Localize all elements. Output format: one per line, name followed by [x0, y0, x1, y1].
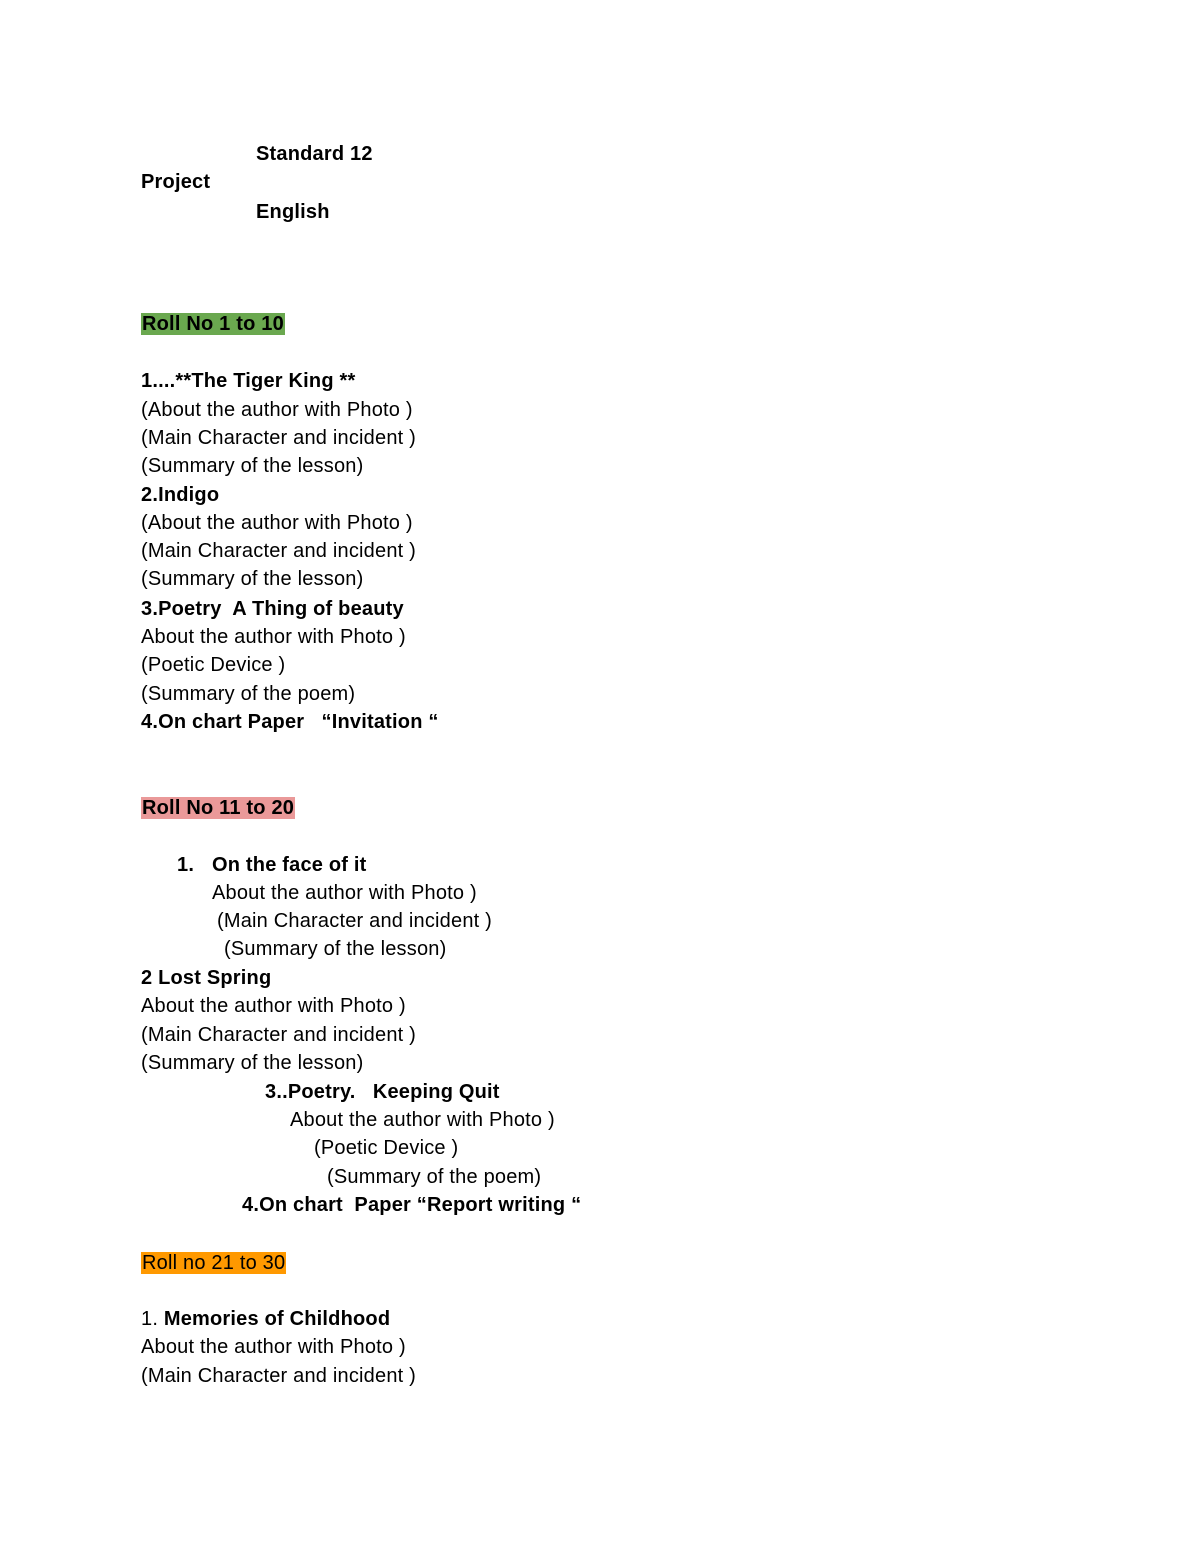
lesson-title: Memories of Childhood: [163, 1308, 391, 1330]
standard-heading: Standard 12: [256, 143, 373, 165]
lesson-task: (Main Character and incident ): [141, 427, 417, 449]
lesson-task: (Poetic Device ): [314, 1137, 459, 1159]
roll-label-text: Roll No 1 to 10: [142, 313, 284, 335]
lesson-task: (Summary of the poem): [141, 683, 356, 705]
lesson-task: About the author with Photo ): [141, 995, 406, 1017]
roll-label-11-20: [141, 795, 295, 821]
lesson-task: (Summary of the lesson): [224, 938, 447, 960]
lesson-task: (Summary of the lesson): [141, 455, 364, 477]
chart-paper-task: 4.On chart Paper “Invitation “: [141, 711, 439, 733]
roll-label-21-30: [141, 1250, 286, 1276]
lesson-number: 1.: [177, 854, 195, 876]
lesson-task: (Poetic Device ): [141, 654, 286, 676]
lesson-task: About the author with Photo ): [141, 626, 406, 648]
lesson-heading-line: [141, 1306, 390, 1332]
lesson-task: About the author with Photo ): [141, 1336, 406, 1358]
lesson-title: 1....**The Tiger King **: [141, 370, 356, 392]
lesson-title: 2 Lost Spring: [141, 967, 272, 989]
roll-label-text: Roll no 21 to 30: [142, 1252, 286, 1274]
chart-paper-task: 4.On chart Paper “Report writing “: [242, 1194, 582, 1216]
roll-label-text: Roll No 11 to 20: [142, 797, 295, 819]
lesson-title: On the face of it: [212, 854, 367, 876]
lesson-title: 2.Indigo: [141, 484, 220, 506]
lesson-task: (About the author with Photo ): [141, 512, 413, 534]
lesson-task: (Main Character and incident ): [141, 1365, 417, 1387]
lesson-task: About the author with Photo ): [290, 1109, 555, 1131]
project-heading: Project: [141, 171, 211, 193]
lesson-task: (Summary of the lesson): [141, 568, 364, 590]
lesson-task: (Summary of the lesson): [141, 1052, 364, 1074]
lesson-task: (Summary of the poem): [327, 1166, 542, 1188]
lesson-task: About the author with Photo ): [212, 882, 477, 904]
roll-label-1-10: [141, 311, 285, 337]
lesson-task: (About the author with Photo ): [141, 399, 413, 421]
poem-title: 3..Poetry. Keeping Quit: [265, 1081, 500, 1103]
lesson-number: 1.: [141, 1308, 164, 1330]
lesson-task: (Main Character and incident ): [141, 540, 417, 562]
lesson-task: (Main Character and incident ): [141, 1024, 417, 1046]
lesson-task: (Main Character and incident ): [217, 910, 493, 932]
poem-title: 3.Poetry A Thing of beauty: [141, 598, 404, 620]
subject-heading: English: [256, 201, 330, 223]
